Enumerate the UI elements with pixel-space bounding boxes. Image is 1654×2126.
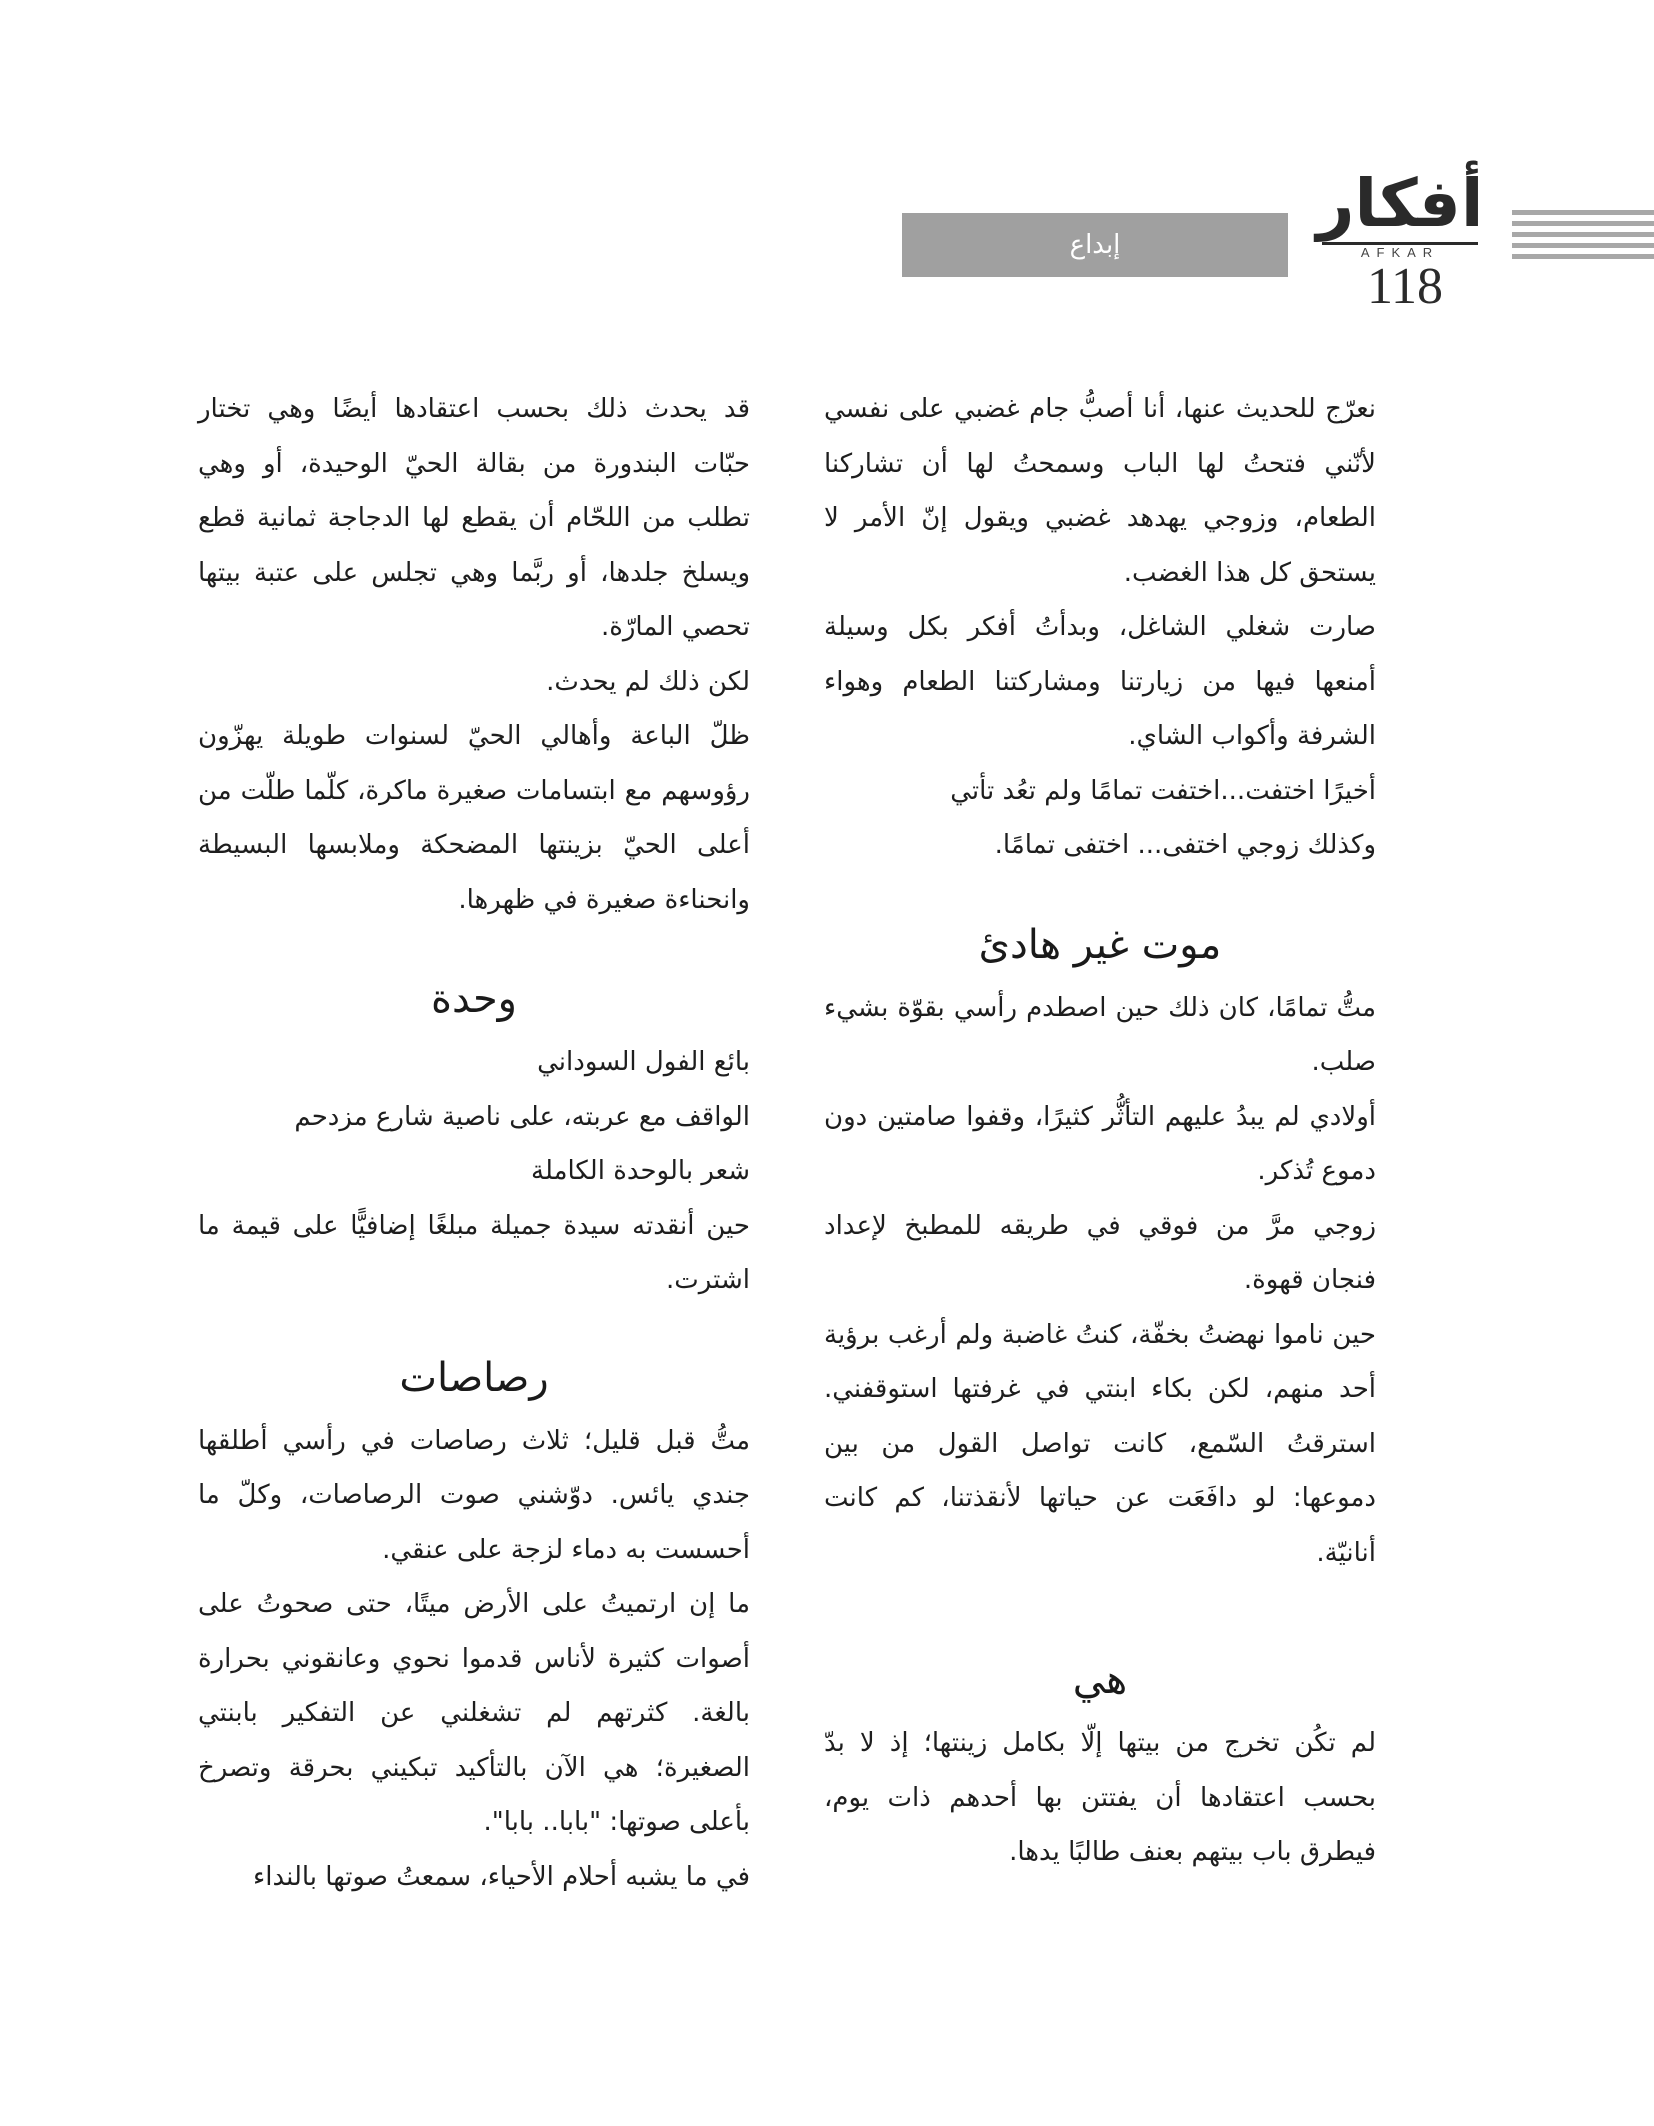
paragraph: وكذلك زوجي اختفى... اختفى تمامًا. — [994, 830, 1376, 860]
logo-latin: AFKAR — [1360, 245, 1440, 260]
story-title-mawt: موت غير هادئ — [978, 921, 1222, 968]
paragraph: بائع الفول السوداني — [537, 1047, 750, 1077]
story-title-hiya: هي — [1072, 1657, 1128, 1703]
paragraph: زوجي مرَّ من فوقي في طريقه للمطبخ لإعداد فنجان قهوة. — [824, 1210, 1376, 1295]
story-title-rasasat: رصاصات — [399, 1354, 549, 1401]
section-label: إبداع — [902, 213, 1288, 277]
left-column — [198, 382, 750, 1904]
paragraph: ما إن ارتميتُ على الأرض ميتًا، حتى صحوتُ على أصوات كثيرة لأناس قدموا نحوي وعانقوني بحرارة بالغة. كثرتهم لم تشغلني عن التفكير بابنتي الصغيرة؛ هي الآن بالتأكيد تبكيني بحرقة وتصرخ بأعلى صوتها: "بابا.. بابا". — [198, 1589, 750, 1837]
header-stripes — [1512, 210, 1654, 265]
paragraph: قد يحدث ذلك بحسب اعتقادها أيضًا وهي تختار حبّات البندورة من بقالة الحيّ الوحيدة، أو وهي تطلب من اللحّام أن يقطع لها الدجاجة ثمانية قطع ويسلخ جلدها، أو ربَّما وهي تجلس على عتبة بيتها تحصي المارّة. — [198, 394, 750, 642]
paragraph: نعرّج للحديث عنها، أنا أصبُّ جام غضبي على نفسي لأنّني فتحتُ لها الباب وسمحتُ لها أن تشاركنا الطعام، وزوجي يهدهد غضبي ويقول إنّ الأمر لا يستحق كل هذا الغضب. — [824, 394, 1376, 588]
paragraph: ظلّ الباعة وأهالي الحيّ لسنوات طويلة يهزّون رؤوسهم مع ابتسامات صغيرة ماكرة، كلّما طلّت من أعلى الحيّ بزينتها المضحكة وملابسها البسيطة وانحناءة صغيرة في ظهرها. — [198, 721, 750, 915]
paragraph: أخيرًا اختفت...اختفت تمامًا ولم تعُد تأتي — [950, 775, 1376, 806]
magazine-logo — [1316, 165, 1484, 261]
paragraph: شعر بالوحدة الكاملة — [531, 1156, 750, 1186]
paragraph: حين أنقدته سيدة جميلة مبلغًا إضافيًّا على قيمة ما اشترت. — [198, 1210, 750, 1295]
paragraph: لكن ذلك لم يحدث. — [546, 666, 750, 697]
paragraph: متُّ تمامًا، كان ذلك حين اصطدم رأسي بقوّة بشيء صلب. — [824, 992, 1376, 1077]
paragraph: لم تكُن تخرج من بيتها إلّا بكامل زينتها؛ إذ لا بدّ بحسب اعتقادها أن يفتتن بها أحدهم ذات يوم، فيطرق باب بيتهم بعنف طالبًا يدها. — [824, 1728, 1376, 1867]
paragraph: صارت شغلي الشاغل، وبدأتُ أفكر بكل وسيلة أمنعها فيها من زيارتنا ومشاركتنا الطعام وهواء الشرفة وأكواب الشاي. — [824, 612, 1376, 751]
paragraph: متُّ قبل قليل؛ ثلاث رصاصات في رأسي أطلقها جندي يائس. دوّشني صوت الرصاصات، وكلّ ما أحسست به دماء لزجة على عنقي. — [198, 1425, 750, 1565]
paragraph: أولادي لم يبدُ عليهم التأثُّر كثيرًا، وقفوا صامتين دون دموع تُذكر. — [824, 1101, 1376, 1186]
paragraph: الواقف مع عربته، على ناصية شارع مزدحم — [294, 1101, 750, 1132]
right-column — [824, 382, 1376, 1880]
logo-arabic: أفكار — [1316, 165, 1484, 242]
paragraph: في ما يشبه أحلام الأحياء، سمعتُ صوتها بالنداء — [253, 1861, 750, 1892]
story-title-wahda: وحدة — [431, 976, 517, 1022]
paragraph: حين ناموا نهضتُ بخفّة، كنتُ غاضبة ولم أرغب برؤية أحد منهم، لكن بكاء ابنتي في غرفتها استوقفني. استرقتُ السّمع، كانت تواصل القول من بين دموعها: لو دافَعَت عن حياتها لأنقذتنا، كم كانت أنانيّة. — [824, 1319, 1376, 1568]
page-number: 118 — [1366, 258, 1444, 315]
